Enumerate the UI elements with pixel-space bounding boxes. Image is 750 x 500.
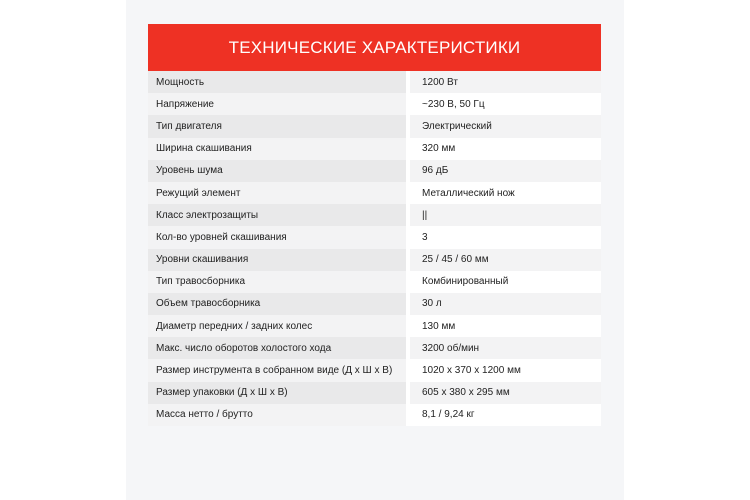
spec-label: Тип травосборника <box>148 271 406 293</box>
spec-row-motor-type <box>148 115 601 137</box>
spec-label: Макс. число оборотов холостого хода <box>148 337 406 359</box>
spec-label: Кол-во уровней скашивания <box>148 226 406 248</box>
spec-header <box>148 24 601 71</box>
spec-label: Диаметр передних / задних колес <box>148 315 406 337</box>
spec-value: Металлический нож <box>410 182 601 204</box>
spec-row-cutting-width <box>148 138 601 160</box>
spec-table <box>148 71 601 426</box>
spec-label: Ширина скашивания <box>148 138 406 160</box>
spec-value: 1020 х 370 х 1200 мм <box>410 359 601 381</box>
spec-value: 8,1 / 9,24 кг <box>410 404 601 426</box>
spec-value: || <box>410 204 601 226</box>
spec-value: 96 дБ <box>410 160 601 182</box>
spec-row-height-levels-count <box>148 226 601 248</box>
spec-row-noise-level <box>148 160 601 182</box>
spec-label: Объем травосборника <box>148 293 406 315</box>
spec-label: Размер инструмента в собранном виде (Д х Ш х В) <box>148 359 406 381</box>
spec-value: 25 / 45 / 60 мм <box>410 249 601 271</box>
spec-value: 130 мм <box>410 315 601 337</box>
spec-row-protection-class <box>148 204 601 226</box>
spec-label: Тип двигателя <box>148 115 406 137</box>
spec-row-assembled-size <box>148 359 601 381</box>
spec-row-max-rpm <box>148 337 601 359</box>
spec-value: 605 х 380 х 295 мм <box>410 382 601 404</box>
spec-label: Уровень шума <box>148 160 406 182</box>
spec-row-package-size <box>148 382 601 404</box>
spec-value: 30 л <box>410 293 601 315</box>
spec-row-weight <box>148 404 601 426</box>
spec-label: Мощность <box>148 71 406 93</box>
spec-value: 3200 об/мин <box>410 337 601 359</box>
spec-value: Электрический <box>410 115 601 137</box>
spec-value: 3 <box>410 226 601 248</box>
spec-value: Комбинированный <box>410 271 601 293</box>
spec-title: ТЕХНИЧЕСКИЕ ХАРАКТЕРИСТИКИ <box>228 37 521 57</box>
spec-row-grass-box-type <box>148 271 601 293</box>
spec-sheet <box>148 24 601 426</box>
spec-row-power <box>148 71 601 93</box>
spec-value: 320 мм <box>410 138 601 160</box>
spec-label: Режущий элемент <box>148 182 406 204</box>
spec-row-wheel-diameter <box>148 315 601 337</box>
spec-label: Уровни скашивания <box>148 249 406 271</box>
spec-value: ~230 В, 50 Гц <box>410 93 601 115</box>
spec-label: Напряжение <box>148 93 406 115</box>
spec-row-height-levels <box>148 249 601 271</box>
spec-label: Размер упаковки (Д х Ш х В) <box>148 382 406 404</box>
spec-row-grass-box-volume <box>148 293 601 315</box>
spec-value: 1200 Вт <box>410 71 601 93</box>
spec-row-voltage <box>148 93 601 115</box>
spec-label: Класс электрозащиты <box>148 204 406 226</box>
spec-label: Масса нетто / брутто <box>148 404 406 426</box>
spec-row-cutting-element <box>148 182 601 204</box>
